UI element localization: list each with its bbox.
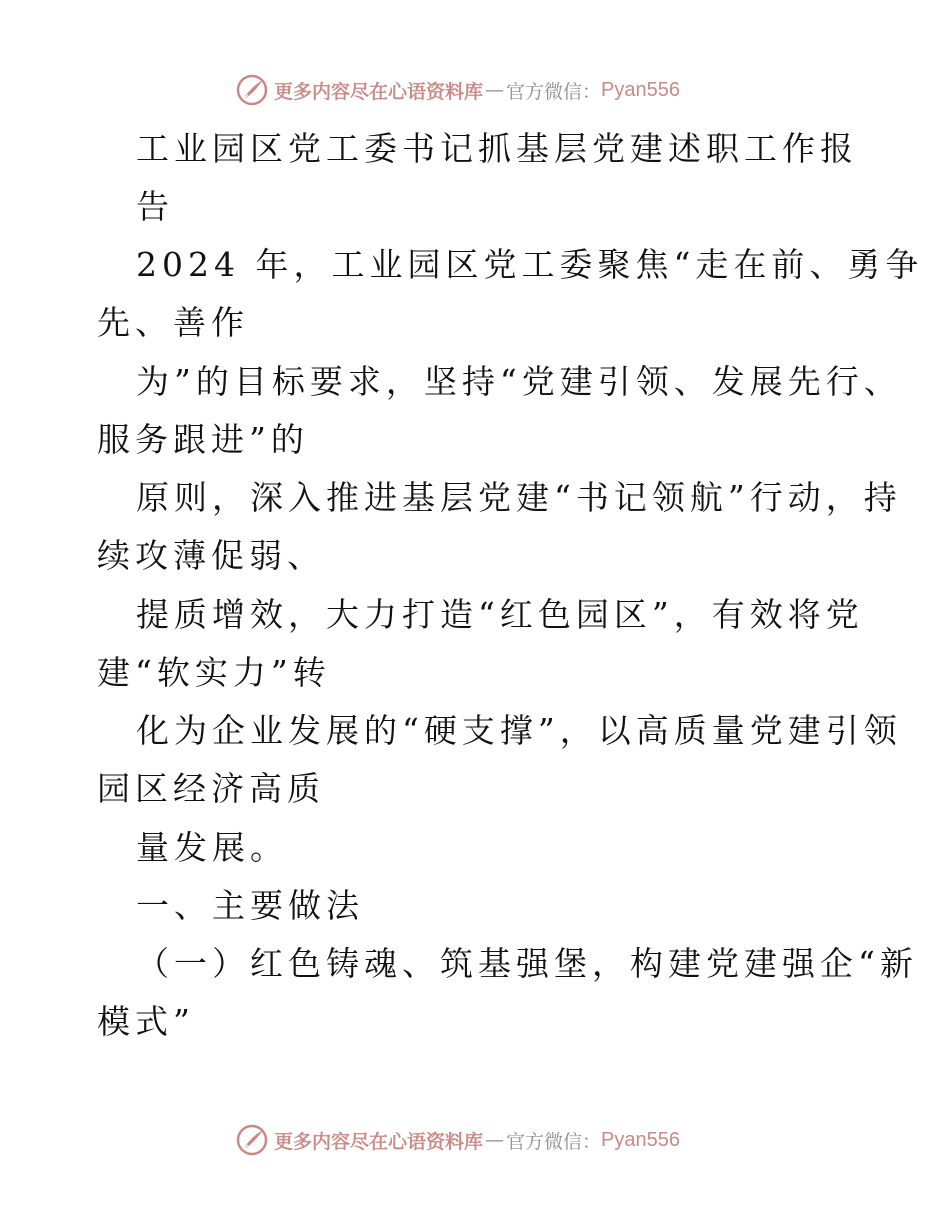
paragraph-line: 提质增效，大力打造“红色园区”，有效将党 bbox=[136, 595, 864, 634]
paragraph-line: 先、善作 bbox=[97, 303, 249, 342]
watermark-dash: — bbox=[485, 1129, 505, 1151]
section-heading: 一、主要做法 bbox=[136, 886, 364, 925]
footer-watermark bbox=[236, 1122, 680, 1158]
paragraph-line: 建“软实力”转 bbox=[97, 653, 331, 692]
paragraph-line: 量发展。 bbox=[136, 828, 288, 867]
watermark-wechat-label: 官方微信： bbox=[506, 1130, 602, 1153]
paragraph-line: 2024 年，工业园区党工委聚焦“走在前、勇争 bbox=[136, 245, 924, 284]
watermark-dash: — bbox=[485, 79, 505, 101]
title-line-2: 告 bbox=[136, 187, 174, 226]
watermark-wechat-id: Pyan556 bbox=[601, 1128, 680, 1151]
paragraph-line: 续攻薄促弱、 bbox=[97, 536, 325, 575]
quill-pen-logo-icon bbox=[236, 1124, 268, 1156]
subsection-heading: （一）红色铸魂、筑基强堡，构建党建强企“新 bbox=[136, 944, 918, 983]
paragraph-line: 园区经济高质 bbox=[97, 769, 325, 808]
watermark-site-text: 更多内容尽在心语资料库 bbox=[274, 80, 484, 103]
header-watermark bbox=[236, 72, 680, 108]
paragraph-line: 原则，深入推进基层党建“书记领航”行动，持 bbox=[136, 478, 902, 517]
watermark-wechat-id: Pyan556 bbox=[601, 78, 680, 101]
watermark-wechat-label: 官方微信： bbox=[506, 80, 602, 103]
subsection-heading-continued: 模式” bbox=[97, 1002, 195, 1041]
watermark-site-text: 更多内容尽在心语资料库 bbox=[274, 1130, 484, 1153]
title-line-1: 工业园区党工委书记抓基层党建述职工作报 bbox=[136, 129, 858, 168]
paragraph-line: 化为企业发展的“硬支撑”，以高质量党建引领 bbox=[136, 711, 902, 750]
quill-pen-logo-icon bbox=[236, 74, 268, 106]
paragraph-line: 服务跟进”的 bbox=[97, 420, 309, 459]
paragraph-line: 为”的目标要求，坚持“党建引领、发展先行、 bbox=[136, 362, 902, 401]
